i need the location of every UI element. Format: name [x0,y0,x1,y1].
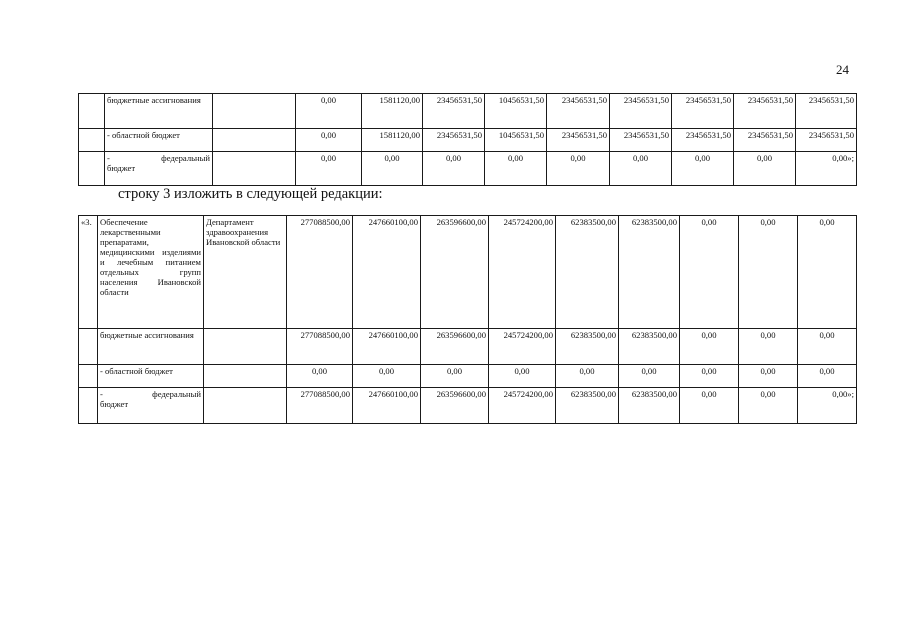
cell: 23456531,50 [547,94,610,129]
cell: 0,00 [680,216,739,329]
cell: 62383500,00 [556,329,619,365]
cell: 23456531,50 [672,129,734,152]
cell: 0,00 [296,129,362,152]
cell: 0,00 [353,365,421,388]
cell: 0,00 [296,94,362,129]
cell: 23456531,50 [610,94,672,129]
cell: 247660100,00 [353,329,421,365]
table-row [79,129,857,152]
cell: 62383500,00 [619,329,680,365]
cell: 247660100,00 [353,216,421,329]
cell: 0,00 [672,152,734,186]
row-label: бюджетные ассигнования [98,329,204,365]
cell: 0,00 [421,365,489,388]
cell: 0,00 [485,152,547,186]
cell: 0,00 [423,152,485,186]
cell: 23456531,50 [423,129,485,152]
table-row [79,365,857,388]
cell: 247660100,00 [353,388,421,424]
cell: 23456531,50 [796,94,857,129]
cell: 0,00 [610,152,672,186]
row-number: «3. [79,216,98,329]
cell: 62383500,00 [556,388,619,424]
cell: 0,00 [680,365,739,388]
cell: 23456531,50 [672,94,734,129]
cell: 277088500,00 [287,216,353,329]
cell: 263596600,00 [421,329,489,365]
cell: 23456531,50 [423,94,485,129]
cell: 0,00 [556,365,619,388]
cell: 245724200,00 [489,216,556,329]
cell: 23456531,50 [610,129,672,152]
table-row [79,388,857,424]
cell: 0,00 [798,216,857,329]
cell: 23456531,50 [796,129,857,152]
page-number: 24 [836,62,849,77]
budget-table-main [78,215,857,424]
cell: 245724200,00 [489,329,556,365]
cell: 277088500,00 [287,388,353,424]
measure-description: Обеспечение лекарственными препаратами, медицинскими изделиями и лечебным питанием отдельных групп населения Ивановской области [98,216,204,329]
cell: 0,00 [739,365,798,388]
instruction-text: строку 3 изложить в следующей редакции: [118,186,383,202]
cell: 0,00 [734,152,796,186]
table-row [79,216,857,329]
cell: 277088500,00 [287,329,353,365]
cell: 0,00 [680,388,739,424]
cell: 0,00 [798,329,857,365]
table-row [79,94,857,129]
executor: Департамент здравоохранения Ивановской области [204,216,287,329]
cell: 62383500,00 [619,388,680,424]
row-label: - областной бюджет [105,129,213,152]
cell: 23456531,50 [734,129,796,152]
table-row [79,329,857,365]
row-label: - федеральный бюджет [98,388,204,424]
row-label: бюджетные ассигнования [105,94,213,129]
row-label: - областной бюджет [98,365,204,388]
cell: 245724200,00 [489,388,556,424]
cell: 0,00 [680,329,739,365]
cell: 0,00 [798,365,857,388]
cell: 62383500,00 [556,216,619,329]
cell: 1581120,00 [362,129,423,152]
row-label: - федеральный бюджет [105,152,213,186]
cell: 0,00 [739,388,798,424]
cell: 10456531,50 [485,129,547,152]
cell: 0,00 [287,365,353,388]
cell: 0,00»; [796,152,857,186]
cell: 0,00 [489,365,556,388]
cell: 0,00 [362,152,423,186]
budget-table-top [78,93,857,186]
cell: 263596600,00 [421,216,489,329]
cell: 23456531,50 [734,94,796,129]
cell: 0,00»; [798,388,857,424]
cell: 0,00 [296,152,362,186]
cell: 0,00 [619,365,680,388]
cell: 62383500,00 [619,216,680,329]
cell: 10456531,50 [485,94,547,129]
cell: 23456531,50 [547,129,610,152]
cell: 0,00 [739,329,798,365]
cell: 0,00 [547,152,610,186]
cell: 1581120,00 [362,94,423,129]
table-row [79,152,857,186]
cell: 263596600,00 [421,388,489,424]
cell: 0,00 [739,216,798,329]
